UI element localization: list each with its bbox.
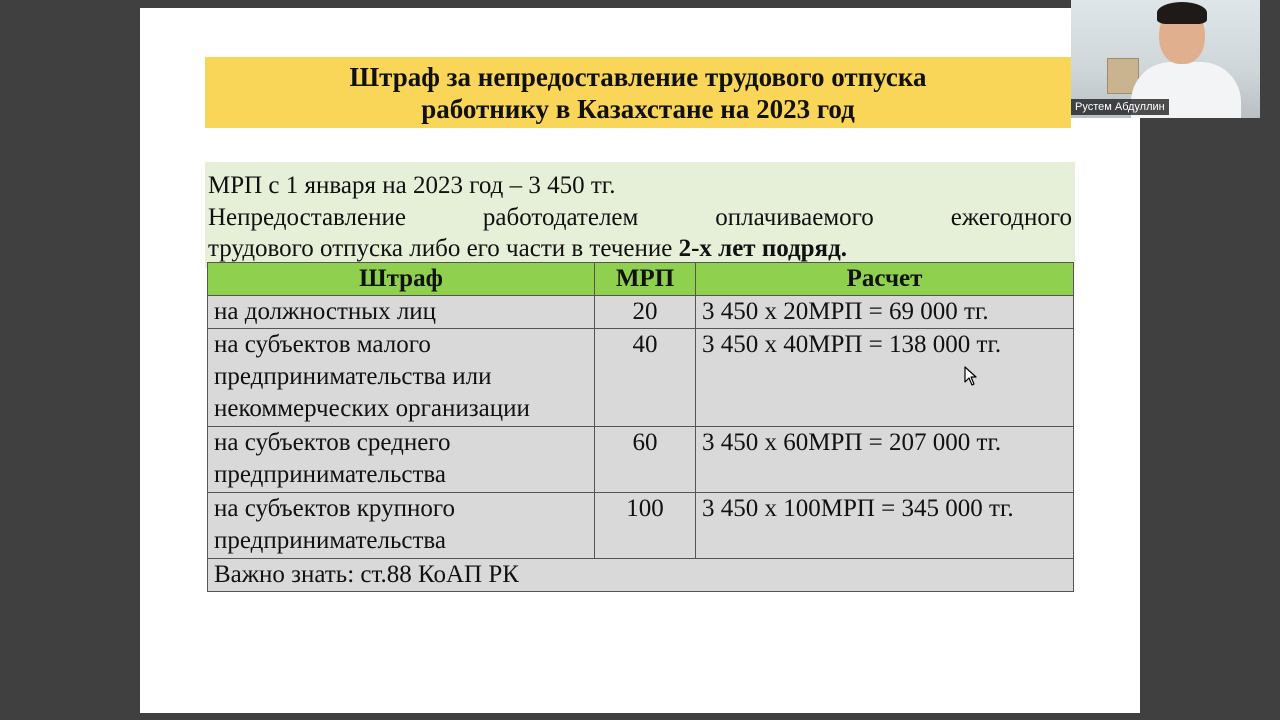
- info-word: работодателем: [482, 204, 639, 231]
- justified-info-line: [208, 203, 1072, 233]
- mouse-pointer-icon: [964, 366, 978, 386]
- column-header-fine: Штраф: [208, 263, 595, 296]
- calculation-cell: 3 450 х 20МРП = 69 000 тг.: [696, 296, 1074, 329]
- info-period-text: трудового отпуска либо его части в течение: [208, 235, 679, 262]
- mrp-info-block: [205, 162, 1075, 268]
- slide-title-line-1: Штраф за непредоставление трудового отпуска: [349, 61, 927, 92]
- column-header-calculation: Расчет: [696, 263, 1074, 296]
- participant-name-label: Рустем Абдуллин: [1071, 99, 1169, 115]
- mrp-cell: 40: [595, 329, 696, 427]
- info-word: Непредоставление: [208, 204, 406, 231]
- info-word: оплачиваемого: [715, 204, 874, 231]
- presenter-hair: [1157, 2, 1207, 24]
- calculation-cell: 3 450 х 40МРП = 138 000 тг.: [696, 329, 1074, 427]
- table-row: [208, 329, 1074, 427]
- mrp-cell: 20: [595, 296, 696, 329]
- table-row: [208, 427, 1074, 493]
- slide-title-band: [205, 57, 1071, 128]
- fine-subject-cell: на субъектов среднего предпринимательства: [208, 427, 595, 493]
- mrp-cell: 100: [595, 493, 696, 559]
- table-row: [208, 296, 1074, 329]
- calculation-cell: 3 450 х 60МРП = 207 000 тг.: [696, 427, 1074, 493]
- info-period-bold: 2-х лет подряд.: [678, 235, 847, 262]
- table-note-row: [208, 559, 1074, 592]
- calculation-cell: 3 450 х 100МРП = 345 000 тг.: [696, 493, 1074, 559]
- table-row: [208, 493, 1074, 559]
- fines-table: [207, 262, 1074, 592]
- info-word: ежегодного: [950, 204, 1072, 231]
- info-line-period: [208, 234, 847, 264]
- mrp-cell: 60: [595, 427, 696, 493]
- fine-subject-cell: на должностных лиц: [208, 296, 595, 329]
- table-header-row: [208, 263, 1074, 296]
- presenter-webcam-video[interactable]: [1071, 0, 1260, 118]
- fine-subject-cell: на субъектов малого предпринимательства или некоммерческих организации: [208, 329, 595, 427]
- slide-title-line-2: работнику в Казахстане на 2023 год: [421, 93, 855, 124]
- legal-reference-note: Важно знать: ст.88 КоАП РК: [208, 559, 1074, 592]
- presentation-slide: [140, 8, 1140, 713]
- fine-subject-cell: на субъектов крупного предпринимательства: [208, 493, 595, 559]
- column-header-mrp: МРП: [595, 263, 696, 296]
- mrp-value-text: МРП с 1 января на 2023 год – 3 450 тг.: [208, 172, 616, 199]
